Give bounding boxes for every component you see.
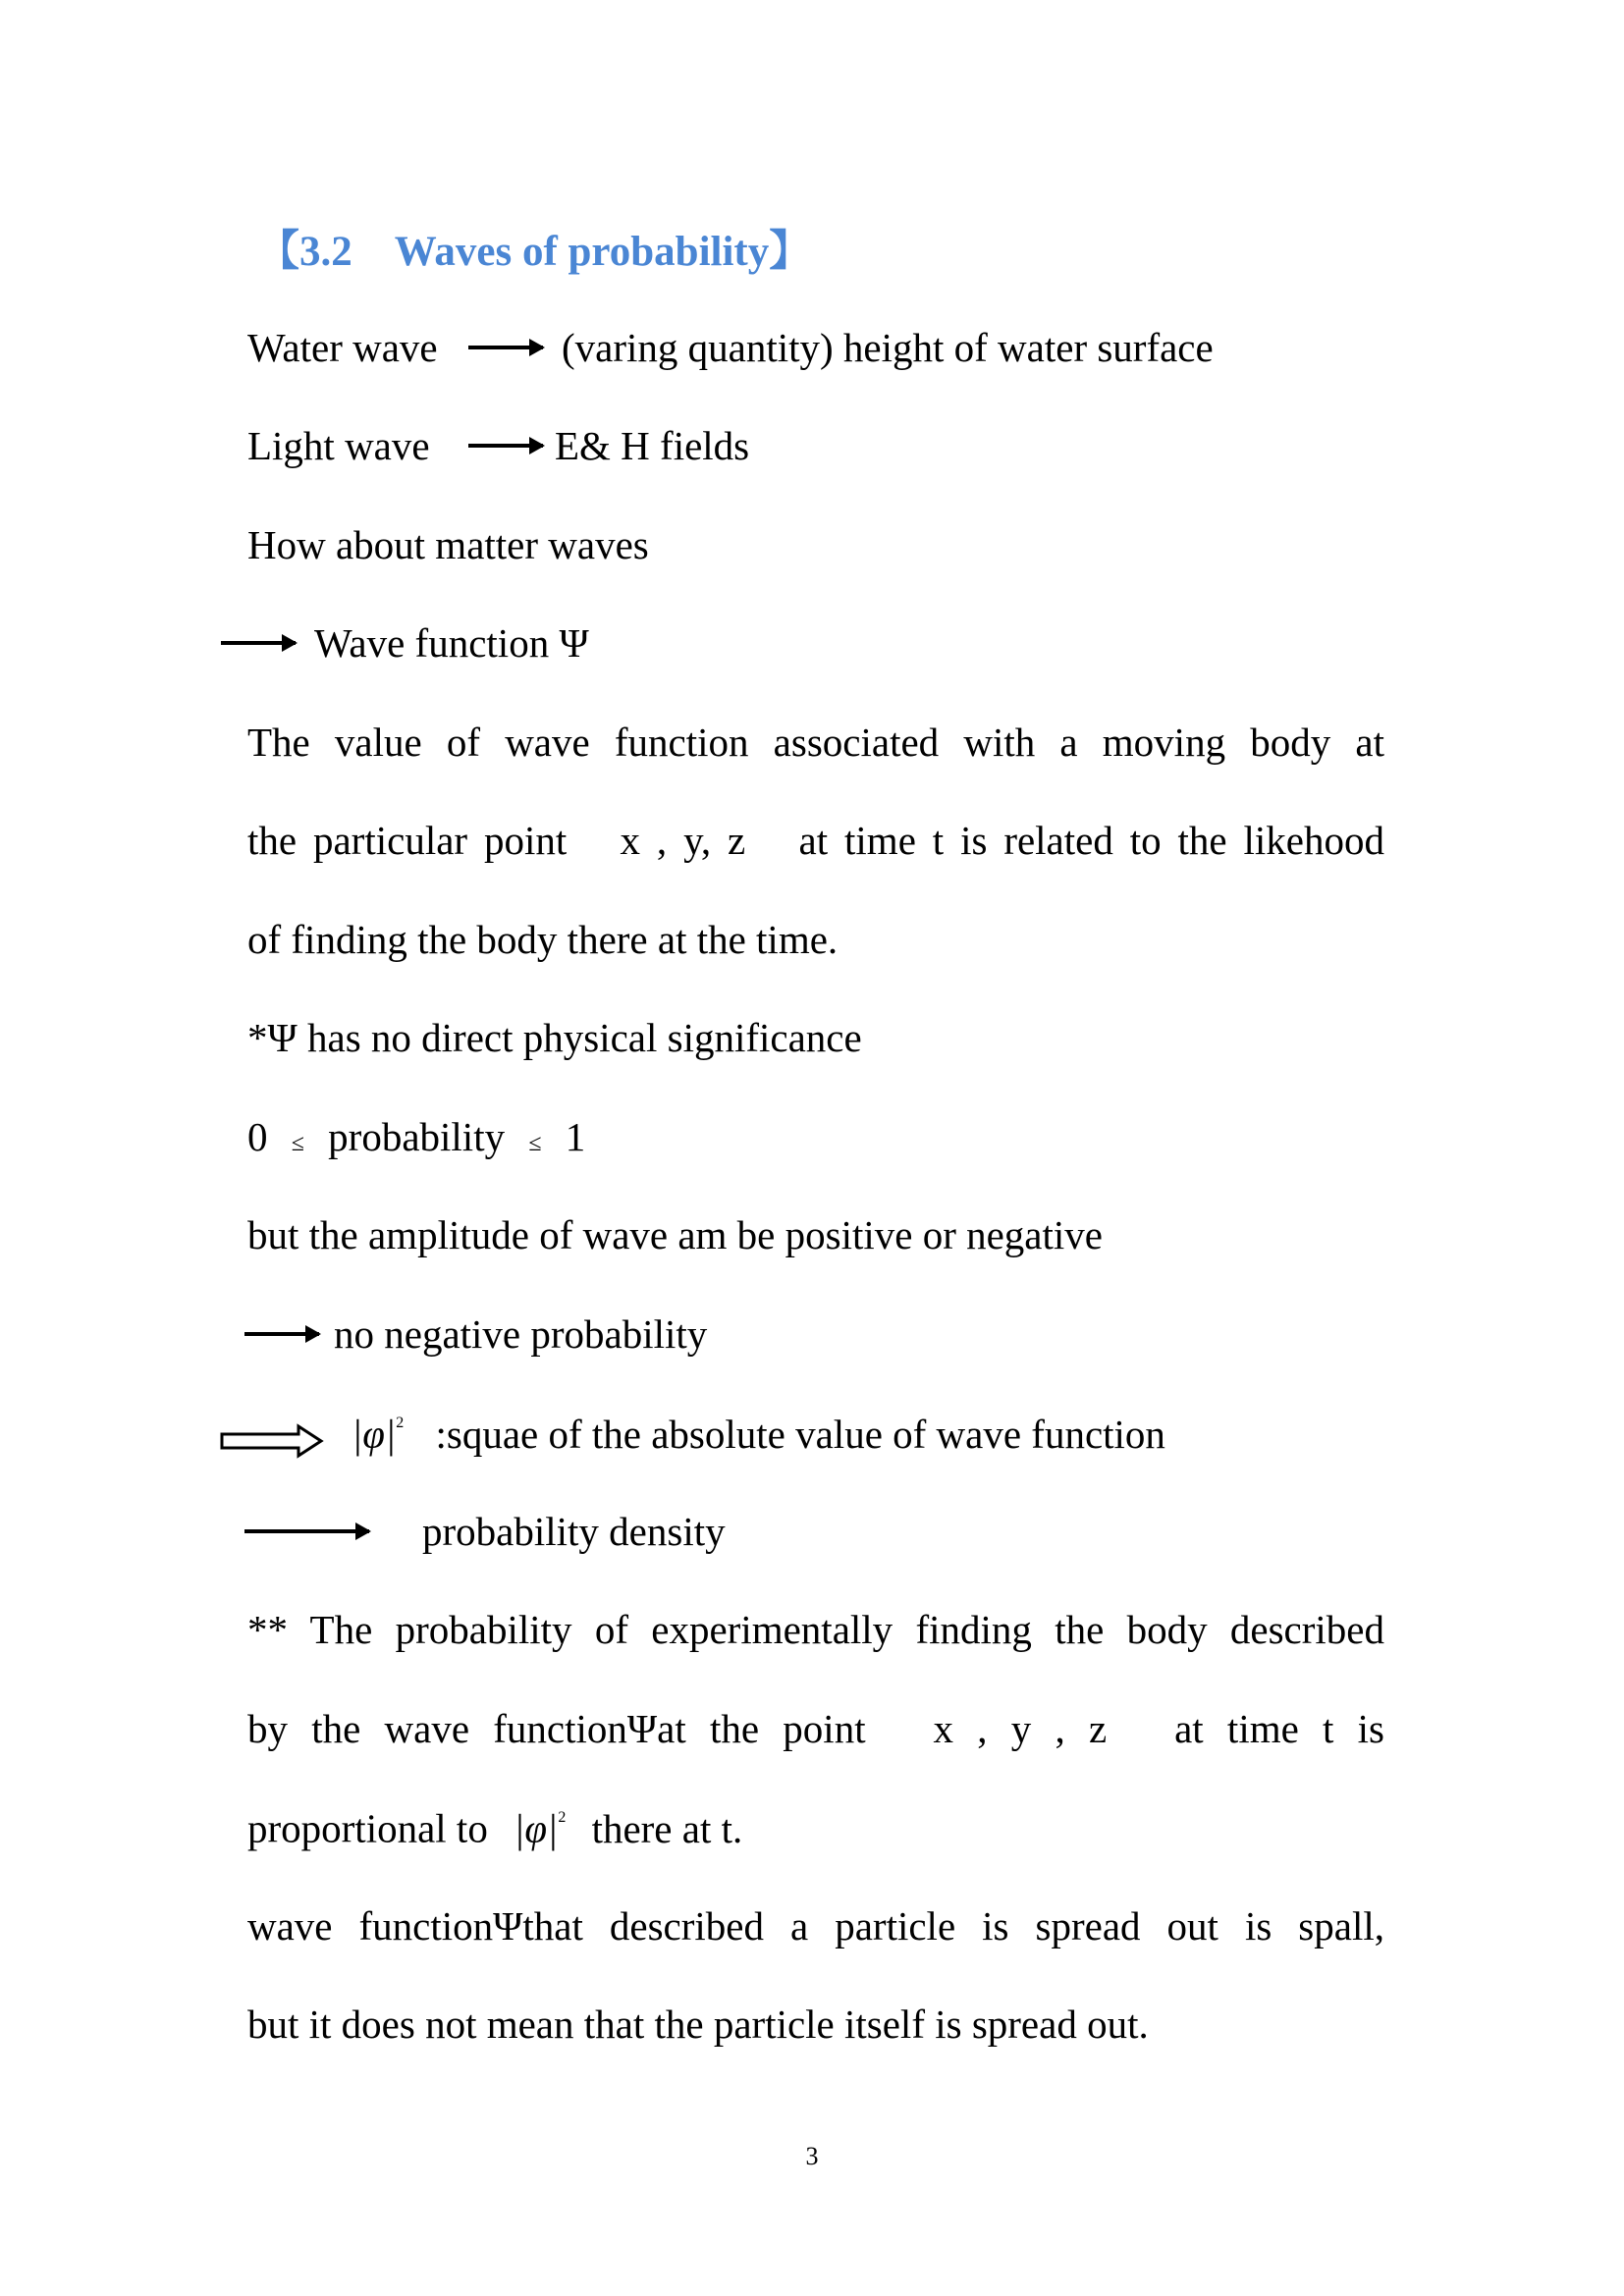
section-title: 【3.2 Waves of probability】 xyxy=(257,229,812,275)
inequality-zero: 0 xyxy=(247,1114,268,1159)
right-arrow-icon xyxy=(244,1529,369,1533)
paragraph-line: by the wave functionΨat the point x , y , z at time t is xyxy=(247,1706,1384,1751)
water-wave-label: Water wave xyxy=(247,325,438,370)
double-arrow-icon xyxy=(220,1423,324,1459)
paragraph-line: the particular point x , y, z at time t is related to the likehood xyxy=(247,818,1384,863)
light-wave-value: E& H fields xyxy=(555,423,750,468)
inequality-probability: probability xyxy=(328,1114,506,1159)
paragraph-line: wave functionΨthat described a particle is spread out is spall, xyxy=(247,1903,1384,1949)
square-description: :squae of the absolute value of wave function xyxy=(435,1411,1165,1457)
right-arrow-icon xyxy=(468,346,543,349)
phi-abs-symbol: $|\varphi|^2$ xyxy=(514,1805,567,1851)
page-number: 3 xyxy=(805,2142,819,2170)
right-arrow-icon xyxy=(244,1332,319,1336)
less-equal-sign: ≤ xyxy=(291,1131,304,1156)
paragraph-line xyxy=(247,1799,742,1853)
paragraph-line: The value of wave function associated with a moving body at xyxy=(247,720,1384,765)
no-negative-line: no negative probability xyxy=(334,1311,708,1357)
no-significance-line: *Ψ has no direct physical significance xyxy=(247,1015,862,1060)
right-arrow-icon xyxy=(221,641,296,645)
right-arrow-icon xyxy=(468,444,543,448)
probability-density: probability density xyxy=(422,1509,726,1554)
amplitude-line: but the amplitude of wave am be positive or negative xyxy=(247,1212,1103,1257)
wave-function-line: Wave function Ψ xyxy=(314,620,589,666)
square-line xyxy=(352,1405,1165,1459)
inequality-one: 1 xyxy=(565,1114,586,1159)
water-wave-line xyxy=(247,323,438,372)
light-wave-label: Light wave xyxy=(247,423,430,468)
proportional-text: proportional to xyxy=(247,1805,488,1851)
paragraph-line: of finding the body there at the time. xyxy=(247,917,839,962)
less-equal-sign: ≤ xyxy=(528,1131,542,1156)
phi-abs-symbol: $|\varphi|^2$ xyxy=(352,1411,405,1457)
paragraph-line: but it does not mean that the particle itself is spread out. xyxy=(247,2002,1149,2047)
inequality-line xyxy=(247,1112,585,1168)
water-wave-value: (varing quantity) height of water surface xyxy=(562,325,1214,370)
there-at-t-text: there at t. xyxy=(591,1805,743,1851)
matter-question: How about matter waves xyxy=(247,522,649,567)
paragraph-line: ** The probability of experimentally finding the body described xyxy=(247,1607,1384,1652)
